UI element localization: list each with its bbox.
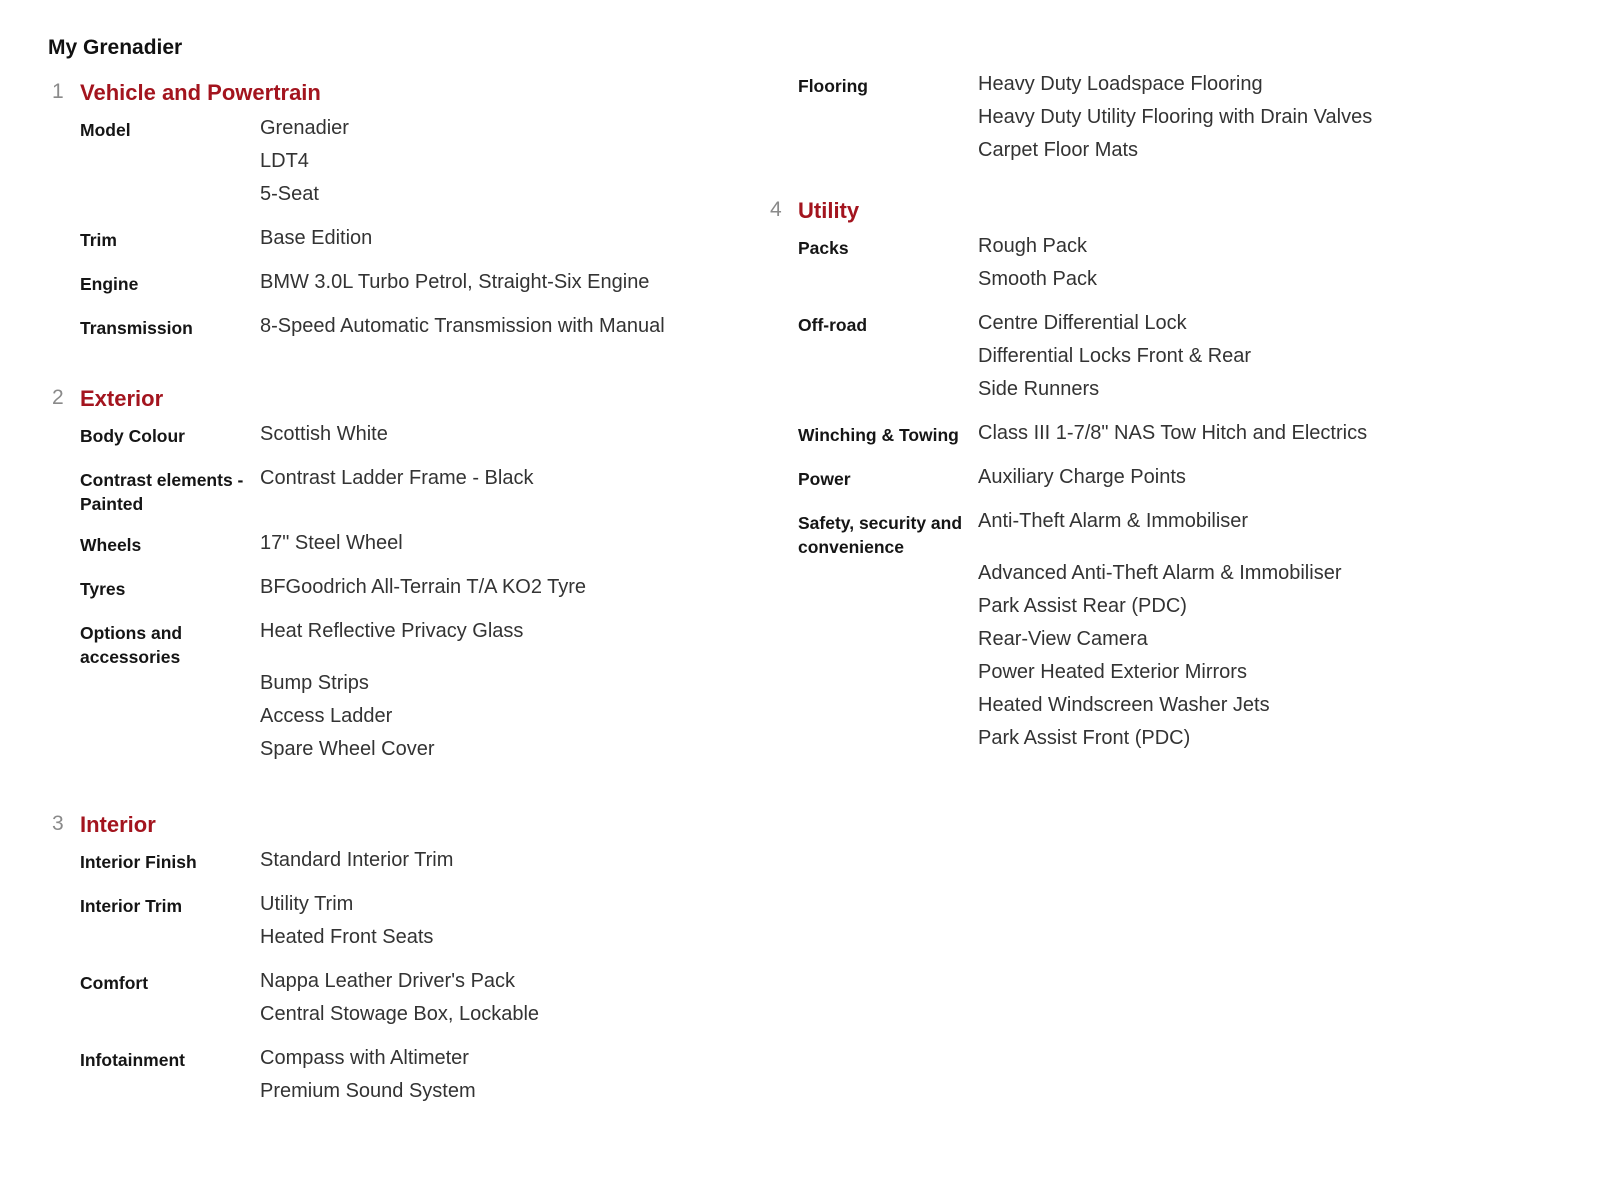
spec-values [260,462,533,516]
spec-value: Side Runners [978,378,1100,400]
spec-value: Access Ladder [260,705,393,727]
spec-values [260,222,372,255]
spec-label: Options and accessories [80,623,183,667]
spec-value: Heat Reflective Privacy Glass [260,620,524,642]
spec-row-comfort [80,965,752,1031]
section-number: 3 [52,812,64,835]
spec-value: Heavy Duty Utility Flooring with Drain Valves [978,106,1373,128]
spec-row-trim [80,222,752,255]
spec-row-interior-trim [80,888,752,954]
spec-label: Trim [80,230,117,250]
spec-value: 5-Seat [260,183,319,205]
spec-row-flooring [798,68,1570,167]
spec-value: Bump Strips [260,672,369,694]
spec-values [260,112,349,211]
spec-row-safety-security [798,505,1570,755]
section-header [52,80,752,112]
section-title: Interior [80,812,156,837]
spec-label: Packs [798,238,849,258]
spec-label: Body Colour [80,426,185,446]
section-interior [52,812,752,1108]
spec-row-model [80,112,752,211]
spec-label: Interior Trim [80,896,183,916]
spec-label: Engine [80,274,139,294]
spec-value: Heated Windscreen Washer Jets [978,694,1270,716]
spec-value: BFGoodrich All-Terrain T/A KO2 Tyre [260,576,587,598]
spec-value: Centre Differential Lock [978,312,1187,334]
section-title: Exterior [80,386,164,411]
section-exterior [52,386,752,766]
spec-label: Model [80,120,131,140]
spec-label: Flooring [798,76,868,96]
spec-value: Grenadier [260,117,349,139]
spec-values [978,307,1251,406]
spec-values [978,417,1367,450]
spec-value: 8-Speed Automatic Transmission with Manual [260,315,665,337]
spec-value: Spare Wheel Cover [260,738,435,760]
spec-label: Transmission [80,318,193,338]
spec-value: BMW 3.0L Turbo Petrol, Straight-Six Engine [260,271,650,293]
section-number: 1 [52,80,64,103]
section-interior-continued [770,68,1570,167]
spec-value: Carpet Floor Mats [978,139,1139,161]
section-title: Utility [798,198,860,223]
spec-value: Class III 1-7/8" NAS Tow Hitch and Electrics [978,422,1368,444]
spec-value: Contrast Ladder Frame - Black [260,467,534,489]
spec-values [260,888,433,954]
spec-row-transmission [80,310,752,343]
spec-value: Standard Interior Trim [260,849,454,871]
spec-row-tyres [80,571,752,604]
section-number: 4 [770,198,782,221]
spec-value: Anti-Theft Alarm & Immobiliser [978,510,1249,532]
spec-value: Heated Front Seats [260,926,434,948]
spec-label: Comfort [80,973,149,993]
spec-values [260,418,388,451]
section-utility [770,198,1570,755]
spec-label: Interior Finish [80,852,197,872]
spec-value: Premium Sound System [260,1080,476,1102]
spec-row-packs [798,230,1570,296]
spec-value: Heavy Duty Loadspace Flooring [978,73,1263,95]
spec-label: Tyres [80,579,126,599]
spec-values [978,230,1097,296]
spec-label: Wheels [80,535,142,555]
spec-values [260,527,403,560]
spec-label: Infotainment [80,1050,185,1070]
page-title: My Grenadier [48,36,183,59]
spec-label: Off-road [798,315,868,335]
spec-value: Central Stowage Box, Lockable [260,1003,540,1025]
spec-value: Power Heated Exterior Mirrors [978,661,1247,683]
spec-label: Safety, security and convenience [798,513,963,557]
spec-values [260,310,665,343]
spec-values [260,571,586,604]
spec-row-wheels [80,527,752,560]
spec-values [260,266,649,299]
spec-value: Rough Pack [978,235,1087,257]
spec-values [978,68,1372,167]
spec-value: LDT4 [260,150,309,172]
spec-row-body-colour [80,418,752,451]
spec-value: Differential Locks Front & Rear [978,345,1252,367]
spec-values [260,1042,476,1108]
spec-value: Park Assist Rear (PDC) [978,595,1187,617]
section-vehicle-powertrain [52,80,752,343]
spec-value: Rear-View Camera [978,628,1148,650]
spec-value: Base Edition [260,227,373,249]
spec-value: 17" Steel Wheel [260,532,403,554]
spec-values [260,615,523,766]
spec-row-winching-towing [798,417,1570,450]
section-header [770,198,1570,230]
spec-values [978,461,1186,494]
section-header [52,812,752,844]
section-header [52,386,752,418]
spec-value: Scottish White [260,423,388,445]
spec-value: Utility Trim [260,893,354,915]
spec-values [978,505,1341,755]
spec-row-interior-finish [80,844,752,877]
spec-row-power [798,461,1570,494]
spec-value: Compass with Altimeter [260,1047,469,1069]
spec-row-infotainment [80,1042,752,1108]
spec-value: Smooth Pack [978,268,1097,290]
section-title: Vehicle and Powertrain [80,80,321,105]
spec-value: Park Assist Front (PDC) [978,727,1191,749]
spec-label: Contrast elements - Painted [80,470,244,514]
spec-row-off-road [798,307,1570,406]
spec-values [260,844,453,877]
spec-row-engine [80,266,752,299]
spec-value: Auxiliary Charge Points [978,466,1186,488]
spec-label: Power [798,469,851,489]
section-number: 2 [52,386,64,409]
spec-label: Winching & Towing [798,425,959,445]
spec-values [260,965,539,1031]
spec-row-contrast-elements [80,462,752,516]
spec-value: Advanced Anti-Theft Alarm & Immobiliser [978,562,1342,584]
spec-value: Nappa Leather Driver's Pack [260,970,516,992]
spec-row-options-accessories [80,615,752,766]
